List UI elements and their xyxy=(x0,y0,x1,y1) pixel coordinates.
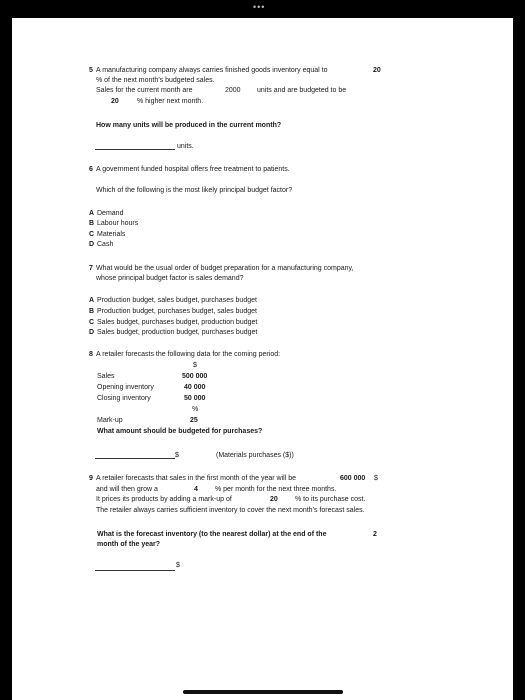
q5-line3b: units and are budgeted to be xyxy=(257,87,347,94)
q5-answer-blank[interactable] xyxy=(95,149,175,150)
q9-line2b: % per month for the next three months. xyxy=(215,486,337,493)
q9-markup-value: 20 xyxy=(270,496,278,503)
q7-option-letter: B xyxy=(89,308,95,315)
q7-option-text[interactable]: Sales budget, purchases budget, production budget xyxy=(97,319,258,326)
q9-answer-prefix: $ xyxy=(176,562,180,569)
q5-line2: % of the next month’s budgeted sales. xyxy=(96,77,215,84)
q7-number: 7 xyxy=(89,265,93,272)
q7-line1: What would be the usual order of budget preparation for a manufacturing company, xyxy=(96,265,354,272)
q5-line1: A manufacturing company always carries finished goods inventory equal to xyxy=(96,67,328,74)
q7-option-letter: A xyxy=(89,297,95,304)
q7-option-text[interactable]: Sales budget, production budget, purchases budget xyxy=(97,329,258,336)
q9-number: 9 xyxy=(89,475,93,482)
q9-line2a: and will then grow a xyxy=(96,486,158,493)
q9-question-line1: What is the forecast inventory (to the nearest dollar) at the end of the xyxy=(97,531,327,538)
q9-month-number: 2 xyxy=(373,531,377,538)
q9-line1: A retailer forecasts that sales in the first month of the year will be xyxy=(96,475,296,482)
q8-row-label: Closing inventory xyxy=(97,395,151,402)
q8-intro: A retailer forecasts the following data for the coming period: xyxy=(96,351,281,358)
q8-pct-header: % xyxy=(192,406,199,413)
q8-markup-label: Mark-up xyxy=(97,417,123,424)
q9-answer-blank[interactable] xyxy=(95,570,175,571)
q9-question-line2: month of the year? xyxy=(97,541,161,548)
q5-answer-suffix: units. xyxy=(177,143,194,150)
q6-intro: A government funded hospital offers free treatment to patients. xyxy=(96,166,290,173)
q8-row-label: Sales xyxy=(97,373,115,380)
q7-option-letter: D xyxy=(89,329,95,336)
q6-option-text[interactable]: Materials xyxy=(97,231,126,238)
q8-number: 8 xyxy=(89,351,93,358)
q8-question: What amount should be budgeted for purchases? xyxy=(97,428,263,435)
q5-growth-value: 20 xyxy=(111,98,119,105)
q9-sales-value: 600 000 xyxy=(340,475,366,482)
q5-pct-value: 20 xyxy=(373,67,381,74)
q6-option-text[interactable]: Labour hours xyxy=(97,220,139,227)
document-page xyxy=(12,18,513,700)
q9-line3a: It prices its products by adding a mark-up of xyxy=(96,496,232,503)
q6-option-letter: B xyxy=(89,220,95,227)
q8-row-value: 50 000 xyxy=(184,395,206,402)
q7-line2: whose principal budget factor is sales demand? xyxy=(96,275,244,282)
q6-option-text[interactable]: Demand xyxy=(97,210,124,217)
q8-row-label: Opening inventory xyxy=(97,384,154,391)
q7-option-text[interactable]: Production budget, purchases budget, sales budget xyxy=(97,308,257,315)
q5-line4: % higher next month. xyxy=(137,98,204,105)
q8-currency-header: $ xyxy=(193,362,197,369)
q5-sales-units: 2000 xyxy=(225,87,241,94)
q8-answer-label: (Materials purchases ($)) xyxy=(216,452,294,459)
q8-answer-blank[interactable] xyxy=(95,458,175,459)
q6-question: Which of the following is the most likely principal budget factor? xyxy=(96,187,293,194)
q8-row-value: 500 000 xyxy=(182,373,208,380)
q8-markup-value: 25 xyxy=(190,417,198,424)
q9-currency: $ xyxy=(374,475,378,482)
q9-growth-value: 4 xyxy=(194,486,198,493)
q9-line4: The retailer always carries sufficient inventory to cover the next month’s forecast sales. xyxy=(96,507,365,514)
q8-row-value: 40 000 xyxy=(184,384,206,391)
q6-number: 6 xyxy=(89,166,93,173)
q9-line3b: % to its purchase cost. xyxy=(295,496,366,503)
top-bar xyxy=(0,0,525,18)
home-indicator[interactable] xyxy=(183,690,343,694)
q6-option-letter: A xyxy=(89,210,95,217)
q5-question: How many units will be produced in the current month? xyxy=(96,122,282,129)
q6-option-text[interactable]: Cash xyxy=(97,241,114,248)
q5-number: 5 xyxy=(89,67,93,74)
q7-option-letter: C xyxy=(89,319,95,326)
more-options-icon[interactable]: ••• xyxy=(253,2,266,12)
q6-option-letter: C xyxy=(89,231,95,238)
q7-option-text[interactable]: Production budget, sales budget, purchases budget xyxy=(97,297,257,304)
q8-answer-prefix: $ xyxy=(175,452,179,459)
q5-line3a: Sales for the current month are xyxy=(96,87,193,94)
q6-option-letter: D xyxy=(89,241,95,248)
